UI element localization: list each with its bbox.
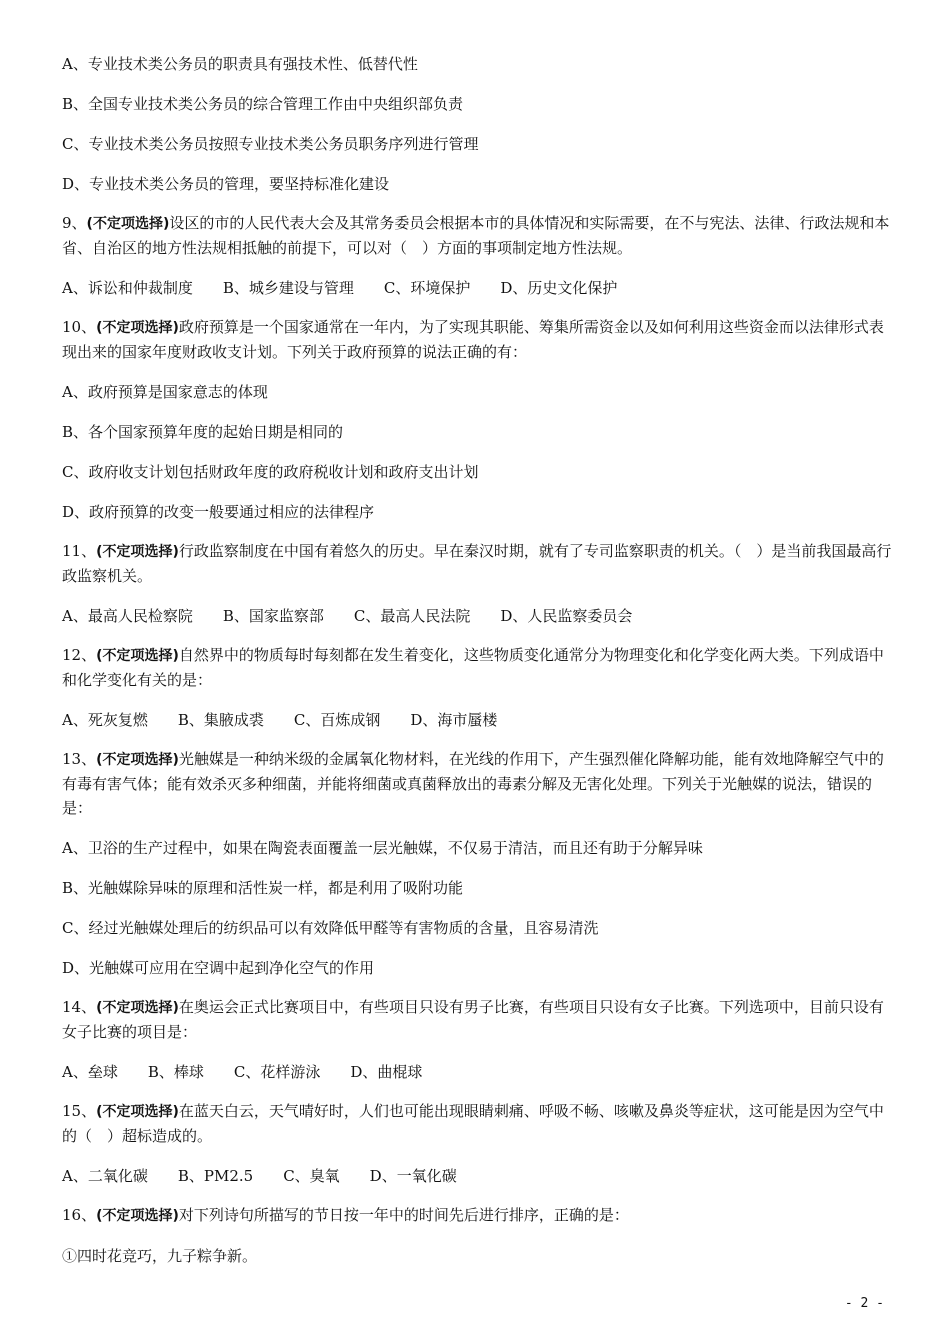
q13-text: 光触媒是一种纳米级的金属氧化物材料，在光线的作用下，产生强烈催化降解功能，能有效地降解空气中的有毒有害气体；能有效杀灭多种细菌，并能将细菌或真菌释放出的毒素分解及无害化处理。下列关于光触媒的说法，错误的是： (62, 750, 884, 817)
q11-number: 11、 (62, 542, 97, 560)
q9-option-a: A、诉讼和仲裁制度 (62, 279, 193, 297)
q11-type-label: (不定项选择) (96, 544, 179, 560)
q12-text: 自然界中的物质每时每刻都在发生着变化，这些物质变化通常分为物理变化和化学变化两大类。下列成语中和化学变化有关的是： (62, 646, 884, 689)
q11-text: 行政监察制度在中国有着悠久的历史。早在秦汉时期，就有了专司监察职责的机关。（ ）是当前我国最高行政监察机关。 (62, 542, 892, 585)
q14-stem (62, 995, 894, 1044)
q10-stem (62, 315, 894, 364)
q13-option-c: C、经过光触媒处理后的纺织品可以有效降低甲醛等有害物质的含量，且容易清洗 (62, 919, 599, 937)
document-page (62, 52, 894, 1268)
q10-number: 10、 (62, 318, 97, 336)
q16-poem-line-1: ①四时花竞巧，九子粽争新。 (62, 1247, 258, 1265)
q12-number: 12、 (62, 646, 97, 664)
q14-text: 在奥运会正式比赛项目中，有些项目只设有男子比赛，有些项目只设有女子比赛。下列选项中，目前只设有女子比赛的项目是： (62, 998, 884, 1041)
q8-option-d: D、专业技术类公务员的管理，要坚持标准化建设 (62, 175, 390, 193)
q13-option-d: D、光触媒可应用在空调中起到净化空气的作用 (62, 959, 375, 977)
q14-option-c: C、花样游泳 (233, 1063, 321, 1081)
q15-type-label: (不定项选择) (96, 1104, 179, 1120)
q12-option-c: C、百炼成钢 (293, 711, 381, 729)
q12-options (62, 708, 894, 732)
q14-options (62, 1060, 894, 1084)
q12-option-d: D、海市蜃楼 (410, 711, 498, 729)
q12-type-label: (不定项选择) (96, 648, 179, 664)
q11-option-a: A、最高人民检察院 (62, 607, 193, 625)
q9-option-c: C、环境保护 (383, 279, 471, 297)
q12-option-b: B、集腋成裘 (177, 711, 264, 729)
q9-text: 设区的市的人民代表大会及其常务委员会根据本市的具体情况和实际需要，在不与宪法、法律、行政法规和本省、自治区的地方性法规相抵触的前提下，可以对（ ）方面的事项制定地方性法规。 (62, 214, 890, 257)
q10-option-a: A、政府预算是国家意志的体现 (62, 383, 268, 401)
q11-option-c: C、最高人民法院 (353, 607, 471, 625)
q8-option-b: B、全国专业技术类公务员的综合管理工作由中央组织部负责 (62, 95, 464, 113)
q13-number: 13、 (62, 750, 97, 768)
q15-option-b: B、PM2.5 (177, 1167, 254, 1185)
q16-stem (62, 1203, 894, 1228)
q14-option-d: D、曲棍球 (350, 1063, 423, 1081)
q12-option-a: A、死灰复燃 (62, 711, 148, 729)
q11-options (62, 604, 894, 628)
q11-option-d: D、人民监察委员会 (500, 607, 633, 625)
q15-stem (62, 1099, 894, 1148)
page-number: - 2 - (844, 1296, 884, 1311)
q9-stem (62, 211, 894, 260)
q15-option-d: D、一氧化碳 (369, 1167, 457, 1185)
q13-option-b: B、光触媒除异味的原理和活性炭一样，都是利用了吸附功能 (62, 879, 464, 897)
q9-options (62, 276, 894, 300)
q16-text: 对下列诗句所描写的节日按一年中的时间先后进行排序，正确的是： (178, 1206, 629, 1224)
q10-option-b: B、各个国家预算年度的起始日期是相同的 (62, 423, 344, 441)
q14-type-label: (不定项选择) (96, 1000, 179, 1016)
q16-number: 16、 (62, 1206, 97, 1224)
q13-option-a: A、卫浴的生产过程中，如果在陶瓷表面覆盖一层光触媒，不仅易于清洁，而且还有助于分解异味 (62, 839, 703, 857)
q10-option-c: C、政府收支计划包括财政年度的政府税收计划和政府支出计划 (62, 463, 479, 481)
q11-option-b: B、国家监察部 (222, 607, 324, 625)
q10-text: 政府预算是一个国家通常在一年内，为了实现其职能、筹集所需资金以及如何利用这些资金而以法律形式表现出来的国家年度财政收支计划。下列关于政府预算的说法正确的有： (62, 318, 884, 361)
q8-option-a: A、专业技术类公务员的职责具有强技术性、低替代性 (62, 55, 418, 73)
q9-option-d: D、历史文化保护 (500, 279, 618, 297)
q9-option-b: B、城乡建设与管理 (222, 279, 354, 297)
q14-number: 14、 (62, 998, 97, 1016)
q10-type-label: (不定项选择) (96, 320, 179, 336)
q15-option-a: A、二氧化碳 (62, 1167, 148, 1185)
q15-number: 15、 (62, 1102, 97, 1120)
q16-type-label: (不定项选择) (96, 1208, 179, 1224)
q15-text: 在蓝天白云，天气晴好时，人们也可能出现眼睛刺痛、呼吸不畅、咳嗽及鼻炎等症状，这可能是因为空气中的（ ）超标造成的。 (62, 1102, 884, 1145)
q10-option-d: D、政府预算的改变一般要通过相应的法律程序 (62, 503, 375, 521)
q9-type-label: (不定项选择) (86, 216, 170, 232)
q15-options (62, 1164, 894, 1188)
q11-stem (62, 539, 894, 588)
q13-stem (62, 747, 894, 820)
q9-number: 9、 (62, 214, 87, 232)
q12-stem (62, 643, 894, 692)
q13-type-label: (不定项选择) (96, 752, 179, 768)
q8-option-c: C、专业技术类公务员按照专业技术类公务员职务序列进行管理 (62, 135, 479, 153)
q15-option-c: C、臭氧 (283, 1167, 340, 1185)
q14-option-a: A、垒球 (62, 1063, 118, 1081)
q14-option-b: B、棒球 (147, 1063, 204, 1081)
